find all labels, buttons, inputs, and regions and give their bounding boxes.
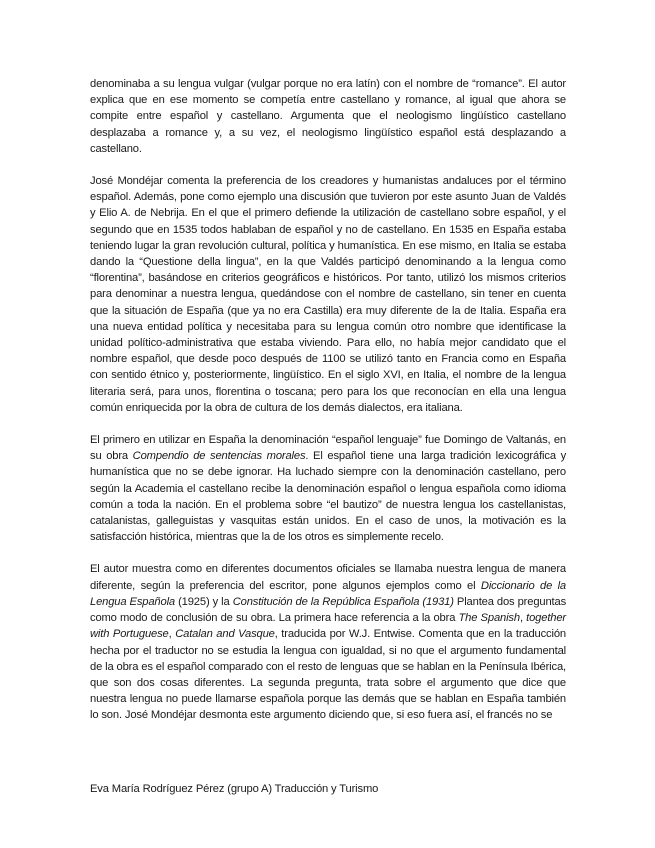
paragraph-1 bbox=[90, 76, 566, 157]
paragraph-1-text: denominaba a su lengua vulgar (vulgar porque no era latín) con el nombre de “romance”. El autor explica que en ese momento se competía entre castellano y romance, al igual que ahora se compite entre español y castellano. Argumenta que el neologismo lingüístico castellano desplazaba a romance y, a su vez, el neologismo lingüístico español está desplazando a castellano. bbox=[90, 78, 566, 155]
book-title-constitucion: Constitución de la República Española (1931) bbox=[232, 595, 454, 608]
book-title-diccionario: Diccionario de la Lengua Española bbox=[90, 579, 567, 608]
paragraph-3 bbox=[90, 432, 566, 545]
paragraph-4-comma-1: , bbox=[519, 612, 527, 625]
page-footer: Eva María Rodríguez Pérez (grupo A) Traducción y Turismo bbox=[90, 783, 379, 795]
paragraph-gap bbox=[90, 545, 566, 561]
document-body bbox=[90, 76, 566, 724]
paragraph-3-text-b: . El español tiene una larga tradición lexicográfica y humanística que no se debe ignorar. Ha luchado siempre con la denominación castellano, pero según la Academia el castellano recibe la denominación español o lengua española como idioma común a toda la nación. En el problema sobre “el bautizo” de nuestra lengua los castellanistas, catalanistas, galleguistas y vasquitas están unidos. En el caso de unos, la motivación es la satisfacción histórica, mientras que la de los otros es simplemente recelo. bbox=[90, 450, 567, 544]
paragraph-gap bbox=[90, 416, 566, 432]
paragraph-2 bbox=[90, 173, 566, 416]
paragraph-2-text: José Mondéjar comenta la preferencia de los creadores y humanistas andaluces por el término español. Además, pone como ejemplo una discusión que tuvieron por este asunto Juan de Valdés y Elio A. de Nebrija. En el que el primero defiende la utilización de castellano sobre español, y el segundo que en 1535 todos hablaban de español y no de castellano. En 1535 en España estaba teniendo lugar la gran revolución cultural, política y humanística. En ese mismo, en Italia se estaba dando la “Questione della lingua”, en la que Valdés participó denominando a la lengua como “florentina”, basándose en criterios geográficos e históricos. Por tanto, utilizó los mismos criterios para denominar a nuestra lengua, quedándose con el nombre de castellano, sin tener en cuenta que la situación de España (que ya no era Castilla) era muy diferente de la de Italia. España era una nueva entidad política y necesitaba para su lengua común otro nombre que identificase la unidad político-administrativa que estaba viviendo. Para ello, no había mejor candidato que el nombre español, que desde poco después de 1100 se utilizó tanto en Francia como en España con sentido étnico y, posteriormente, lingüístico. En el siglo XVI, en Italia, el nombre de la lengua literaria será, para unos, florentina o toscana; pero para los que reconocían en ella una lengua común enriquecida por la obra de cultura de los demás dialectos, era italiana. bbox=[90, 175, 566, 414]
paragraph-4-text-c: Plantea dos preguntas como modo de conclusión de su obra. La primera hace referencia a la obra bbox=[90, 595, 567, 625]
paragraph-4-comma-2: , bbox=[168, 628, 176, 641]
paragraph-gap bbox=[90, 157, 566, 173]
paragraph-3-text-a: El primero en utilizar en España la denominación “español lenguaje” fue Domingo de Valtanás, en su obra bbox=[90, 434, 566, 463]
book-title-the-spanish: The Spanish bbox=[458, 612, 520, 625]
book-title-compendio: Compendio de sentencias morales bbox=[132, 450, 306, 463]
paragraph-4 bbox=[90, 561, 566, 723]
book-title-portuguese: together with Portuguese bbox=[90, 612, 567, 641]
paragraph-4-text-b: (1925) y la bbox=[174, 595, 233, 608]
paragraph-4-text-d: , traducida por W.J. Entwise. Comenta que en la traducción hecha por el traductor no se estudia la lengua con igualdad, si no que el argumento fundamental de la obra es el español comparado con el resto de lenguas que se hablan en la Península Ibérica, que son dos cosas diferentes. La segunda pregunta, trata sobre el argumento que dice que nuestra lengua no puede llamarse española porque las demás que se hablan en España también lo son. José Mondéjar desmonta este argumento diciendo que, si eso fuera así, el francés no se bbox=[90, 628, 566, 722]
paragraph-4-text-a: El autor muestra como en diferentes documentos oficiales se llamaba nuestra lengua de manera diferente, según la preferencia del escritor, pone algunos ejemplos como el bbox=[90, 563, 566, 592]
book-title-catalan-vasque: Catalan and Vasque bbox=[175, 628, 275, 641]
